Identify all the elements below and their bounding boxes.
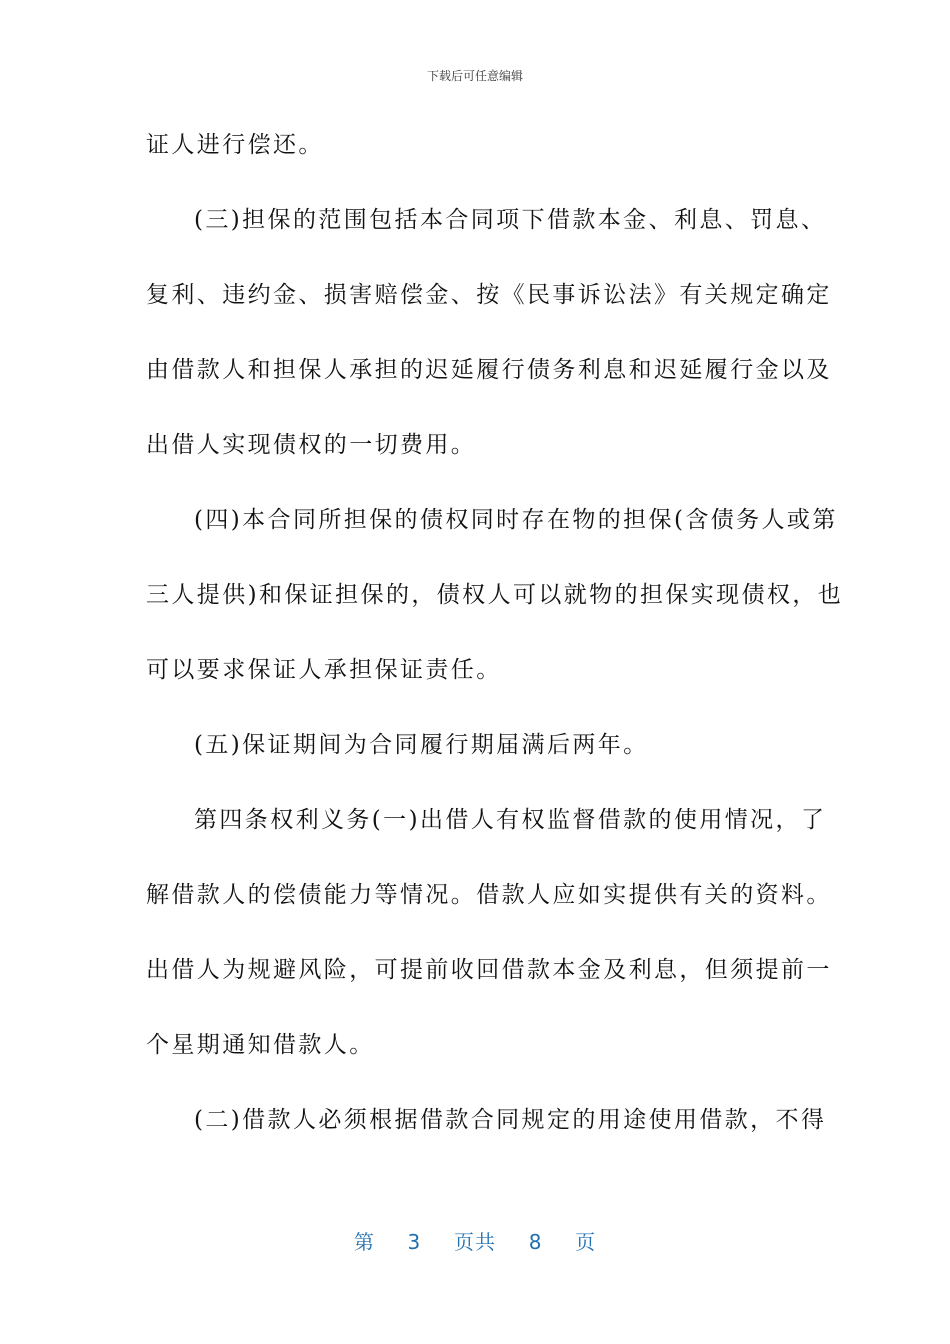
text-line: 解借款人的偿债能力等情况。借款人应如实提供有关的资料。 [146,882,832,908]
text-line: 复利、违约金、损害赔偿金、按《民事诉讼法》有关规定确定 [146,282,832,308]
paragraph-first-line: (五)保证期间为合同履行期届满后两年。 [194,732,649,758]
footer-suffix: 页 [575,1230,597,1254]
text-line: 出借人为规避风险，可提前收回借款本金及利息，但须提前一 [146,957,832,983]
header-note: 下载后可任意编辑 [426,69,523,83]
footer-middle: 页共 [454,1230,496,1254]
text-line: 可以要求保证人承担保证责任。 [146,657,502,683]
paragraph-first-line: 第四条权利义务(一)出借人有权监督借款的使用情况，了 [194,807,827,833]
paragraph-first-line: (四)本合同所担保的债权同时存在物的担保(含债务人或第 [194,507,838,533]
page-footer [0,1226,950,1255]
total-page-number: 8 [528,1230,543,1254]
text-line: 由借款人和担保人承担的迟延履行债务利息和迟延履行金以及 [146,357,832,383]
paragraph-first-line: (三)担保的范围包括本合同项下借款本金、利息、罚息、 [194,207,827,233]
text-line: 证人进行偿还。 [146,132,324,158]
current-page-number: 3 [407,1230,422,1254]
text-line: 个星期通知借款人。 [146,1032,375,1058]
text-line: 出借人实现债权的一切费用。 [146,432,477,458]
paragraph-first-line: (二)借款人必须根据借款合同规定的用途使用借款，不得 [194,1107,827,1133]
footer-prefix: 第 [353,1230,375,1254]
text-line: 三人提供)和保证担保的，债权人可以就物的担保实现债权，也 [146,582,844,608]
